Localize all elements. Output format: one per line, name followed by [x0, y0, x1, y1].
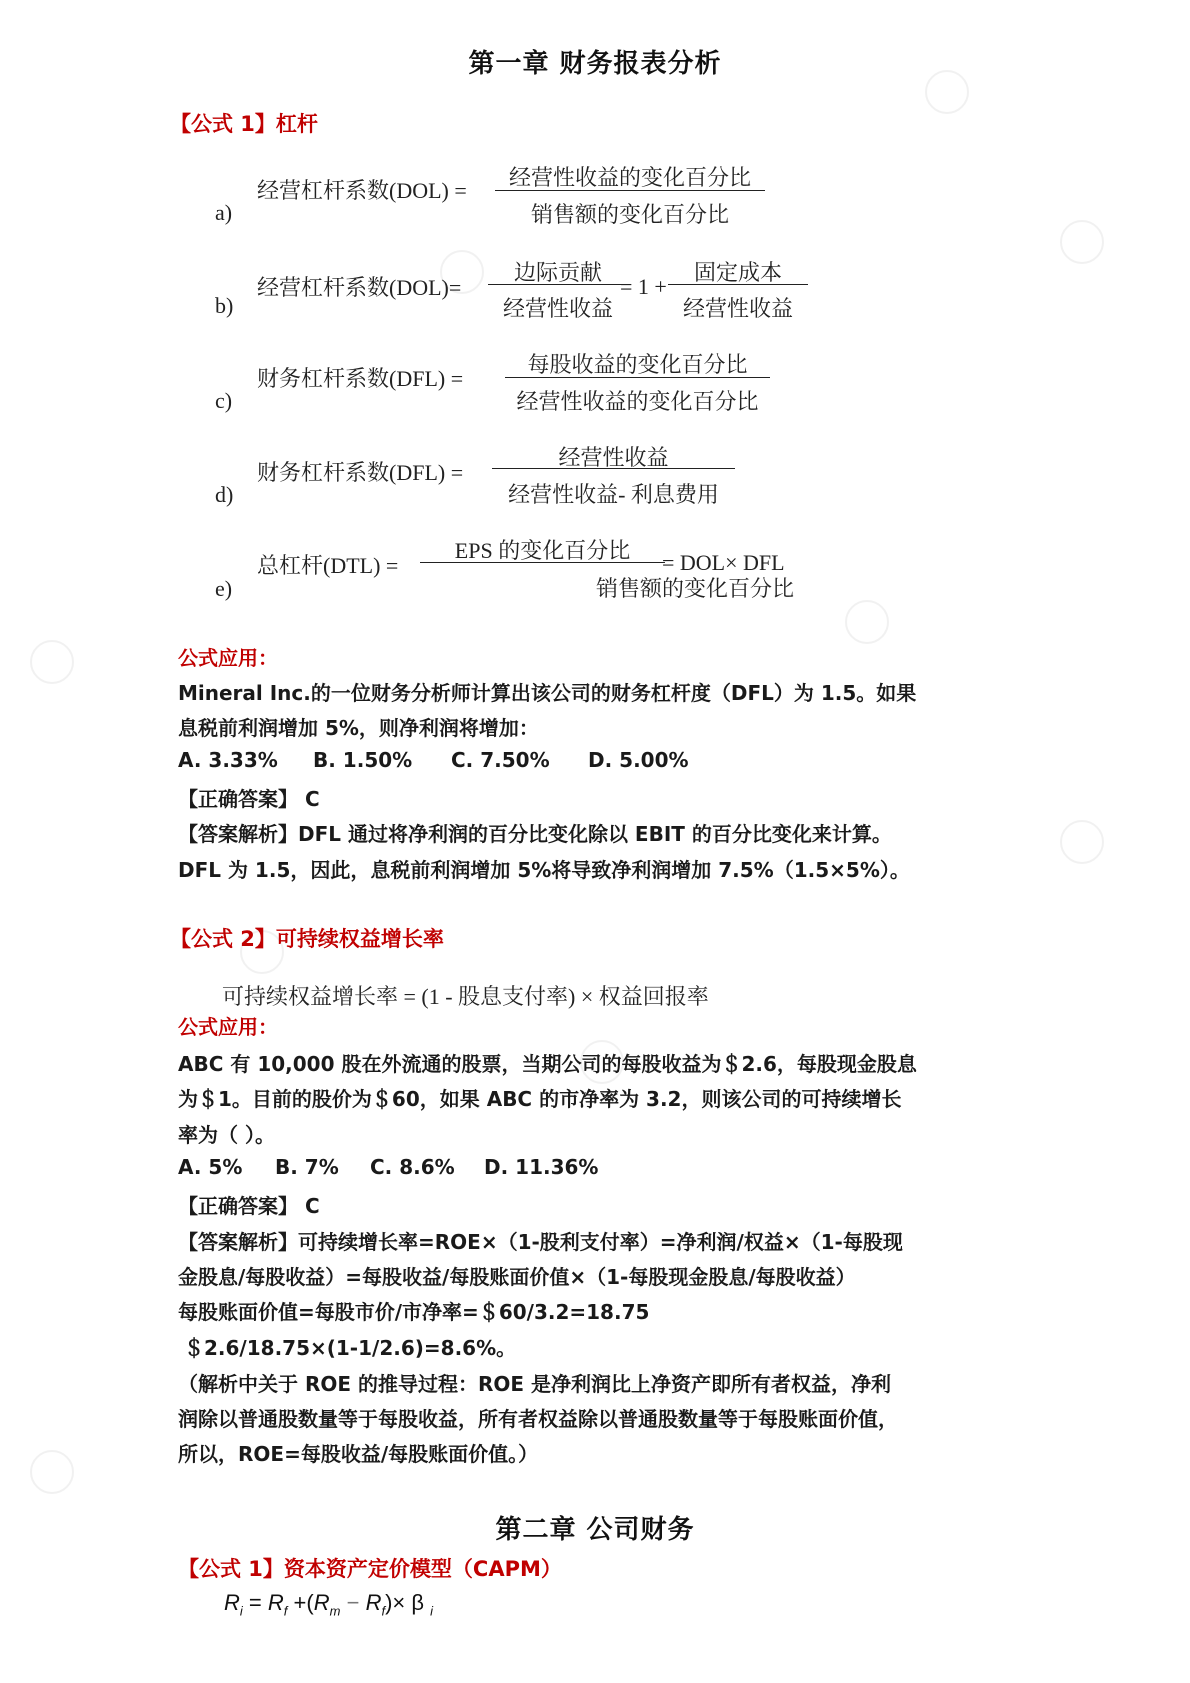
fraction-bar	[420, 562, 665, 563]
explanation-2-line-5: （解析中关于 ROE 的推导过程：ROE 是净利润比上净资产即所有者权益，净利	[178, 1372, 892, 1396]
dtl-rhs-e: = DOL× DFL	[662, 550, 785, 575]
correct-answer-1: 【正确答案】 C	[178, 787, 320, 811]
dol-denominator-b1: 经营性收益	[502, 296, 613, 321]
option-d-1: D. 5.00%	[588, 748, 689, 772]
dfl-denominator-d: 经营性收益- 利息费用	[508, 482, 719, 507]
dol-denominator-a: 销售额的变化百分比	[530, 202, 729, 227]
option-c-1: C. 7.50%	[451, 748, 550, 772]
item-label-c: c)	[215, 388, 233, 413]
explanation-2-line-2: 金股息/每股收益）=每股收益/每股账面价值×（1-每股现金股息/每股收益）	[178, 1265, 856, 1289]
chapter-2-title: 第二章 公司财务	[495, 1515, 695, 1545]
watermark-logo	[1060, 820, 1104, 864]
capm-formula: $R_i = R_f +(R_m - R_f)\times \beta$ $_i$	[224, 1590, 434, 1619]
watermark-logo	[845, 600, 889, 644]
dol-numerator-a: 经营性收益的变化百分比	[508, 165, 751, 190]
option-a-2: A. 5%	[178, 1155, 243, 1179]
dtl-denominator-e: 销售额的变化百分比	[595, 576, 794, 601]
dol-lhs-a: 经营杠杆系数(DOL) =	[257, 178, 467, 203]
option-d-2: D. 11.36%	[484, 1155, 599, 1179]
dol-denominator-b2: 经营性收益	[682, 296, 793, 321]
capm-heading: 【公式 1】资本资产定价模型（CAPM）	[178, 1557, 562, 1581]
explanation-2-line-7: 所以，ROE=每股收益/每股账面价值。）	[178, 1442, 539, 1466]
application-title-1: 公式应用：	[178, 646, 278, 670]
option-c-2: C. 8.6%	[370, 1155, 455, 1179]
option-b-2: B. 7%	[275, 1155, 339, 1179]
item-label-a: a)	[215, 200, 233, 225]
question-1-line-2: 息税前利润增加 5%，则净利润将增加：	[178, 716, 539, 740]
item-label-e: e)	[215, 576, 233, 601]
formula-2-heading: 【公式 2】可持续权益增长率	[170, 927, 444, 951]
question-1-line-1: Mineral Inc.的一位财务分析师计算出该公司的财务杠杆度（DFL）为 1.5。如果	[178, 681, 917, 705]
fraction-bar	[668, 284, 808, 285]
application-title-2: 公式应用：	[178, 1015, 278, 1039]
explanation-1-line-1: 【答案解析】DFL 通过将净利润的百分比变化除以 EBIT 的百分比变化来计算。	[178, 822, 892, 846]
correct-answer-2: 【正确答案】 C	[178, 1194, 320, 1218]
dfl-numerator-d: 经营性收益	[558, 445, 669, 470]
dtl-numerator-e: EPS 的变化百分比	[454, 538, 631, 563]
item-label-b: b)	[215, 293, 234, 318]
watermark-logo	[30, 640, 74, 684]
chapter-1-title: 第一章 财务报表分析	[468, 49, 722, 79]
question-2-line-1: ABC 有 10,000 股在外流通的股票，当期公司的每股收益为＄2.6，每股现金股息	[178, 1052, 917, 1076]
dfl-lhs-c: 财务杠杆系数(DFL) =	[257, 366, 464, 391]
explanation-2-line-1: 【答案解析】可持续增长率=ROE×（1-股利支付率）=净利润/权益×（1-每股现	[178, 1230, 903, 1254]
item-label-d: d)	[215, 482, 234, 507]
dol-mid-b: = 1 +	[620, 274, 667, 299]
explanation-1-line-2: DFL 为 1.5，因此，息税前利润增加 5%将导致净利润增加 7.5%（1.5×5%）。	[178, 858, 910, 882]
growth-formula: 可持续权益增长率 = (1 - 股息支付率) × 权益回报率	[222, 984, 709, 1009]
fraction-bar	[505, 377, 770, 378]
dtl-lhs-e: 总杠杆(DTL) =	[257, 553, 399, 578]
fraction-bar	[495, 190, 765, 191]
formula-1-heading: 【公式 1】杠杆	[170, 112, 318, 136]
dol-lhs-b: 经营杠杆系数(DOL)=	[257, 275, 462, 300]
dfl-lhs-d: 财务杠杆系数(DFL) =	[257, 460, 464, 485]
dol-numerator-b1: 边际贡献	[513, 260, 602, 285]
watermark-logo	[30, 1450, 74, 1494]
explanation-2-line-4: ＄2.6/18.75×(1-1/2.6)=8.6%。	[184, 1336, 517, 1360]
watermark-logo	[1060, 220, 1104, 264]
option-b-1: B. 1.50%	[313, 748, 413, 772]
explanation-2-line-6: 润除以普通股数量等于每股收益，所有者权益除以普通股数量等于每股账面价值，	[178, 1407, 898, 1431]
question-2-line-3: 率为（ ）。	[178, 1123, 275, 1147]
fraction-bar	[488, 284, 628, 285]
dfl-denominator-c: 经营性收益的变化百分比	[516, 389, 759, 414]
dfl-numerator-c: 每股收益的变化百分比	[527, 352, 748, 377]
dol-numerator-b2: 固定成本	[693, 260, 782, 285]
option-a-1: A. 3.33%	[178, 748, 278, 772]
question-2-line-2: 为＄1。目前的股价为＄60，如果 ABC 的市净率为 3.2，则该公司的可持续增长	[178, 1087, 902, 1111]
explanation-2-line-3: 每股账面价值=每股市价/市净率=＄60/3.2=18.75	[178, 1300, 650, 1324]
fraction-bar	[492, 468, 735, 469]
